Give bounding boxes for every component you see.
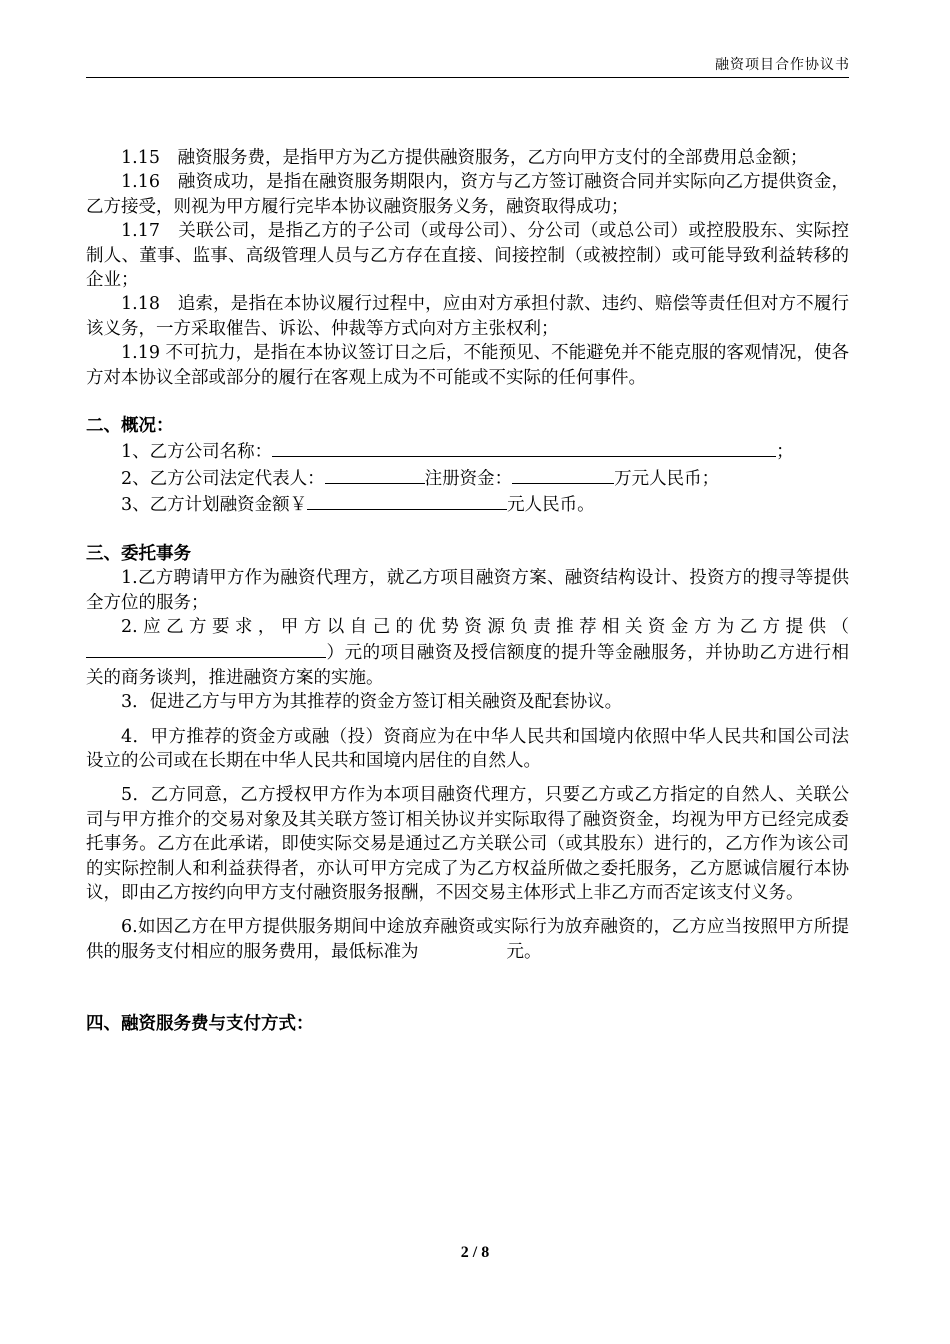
entrust-item-3: 3．促进乙方与甲方为其推荐的资金方签订相关融资及配套协议。 (121, 692, 623, 713)
company-name-label: 1、乙方公司名称： (121, 442, 273, 463)
legal-rep-label: 2、乙方公司法定代表人： (121, 468, 325, 489)
definition-1-18: 1.18 追索，是指在本协议履行过程中，应由对方承担付款、违约、赔偿等责任但对方不履行该义务，一方采取催告、诉讼、仲裁等方式向对方主张权利； (86, 294, 849, 339)
header-rule (86, 77, 849, 78)
entrust-item-5: 5．乙方同意，乙方授权甲方作为本项目融资代理方，只要乙方或乙方指定的自然人、关联公司与甲方推介的交易对象及其关联方签订相关协议并实际取得了融资资金，均视为甲方已经完成委托事务。乙方在此承诺，即使实际交易是通过乙方关联公司（或其股东）进行的，乙方作为该公司的实际控制人和利益获得者，亦认可甲方完成了为乙方权益所做之委托服务，乙方愿诚信履行本协议，即由乙方按约向甲方支付融资服务报酬，不因交易主体形式上非乙方而否定该支付义务。 (86, 785, 849, 903)
registered-capital-blank (512, 465, 614, 484)
entrust-item-4: 4．甲方推荐的资金方或融（投）资商应为在中华人民共和国境内依照中华人民共和国公司法设立的公司或在长期在中华人民共和国境内居住的自然人。 (86, 726, 849, 771)
section-overview-heading: 二、概况： (86, 416, 174, 437)
page-number: 2 / 8 (460, 1244, 490, 1261)
document-body (86, 146, 849, 1037)
definition-1-15: 1.15 融资服务费，是指甲方为乙方提供融资服务，乙方向甲方支付的全部费用总金额； (121, 148, 808, 168)
definition-1-16: 1.16 融资成功，是指在融资服务期限内，资方与乙方签订融资合同并实际向乙方提供资金，乙方接受，则视为甲方履行完毕本协议融资服务义务，融资取得成功； (86, 172, 849, 217)
header-title: 融资项目合作协议书 (715, 57, 850, 73)
entrust-item-6: 6.如因乙方在甲方提供服务期间中途放弃融资或实际行为放弃融资的，乙方应当按照甲方所提供的服务支付相应的服务费用，最低标准为 元。 (86, 917, 849, 962)
section-entrust-heading: 三、委托事务 (86, 543, 191, 564)
section-fee-heading: 四、融资服务费与支付方式： (86, 1014, 314, 1035)
amount-blank (86, 639, 326, 658)
overview-line-2: 2、乙方公司法定代表人： 注册资金： 万元人民币； (86, 465, 849, 491)
entrust-item-2: 2.应乙方要求，甲方以自己的优势资源负责推荐相关资金方为乙方提供（）元的项目融资及授信额度的提升等金融服务，并协助乙方进行相关的商务谈判，推进融资方案的实施。 (86, 616, 849, 688)
entrust-item-1: 1.乙方聘请甲方作为融资代理方，就乙方项目融资方案、融资结构设计、投资方的搜寻等提供全方位的服务； (86, 568, 849, 613)
registered-capital-label: 注册资金： (424, 468, 513, 489)
overview-line-3: 3、乙方计划融资金额￥ 元人民币。 (86, 491, 849, 517)
financing-amount-label: 3、乙方计划融资金额￥ (121, 495, 308, 516)
financing-amount-blank (307, 491, 507, 510)
legal-rep-blank (325, 465, 425, 484)
definition-1-19: 1.19 不可抗力，是指在本协议签订日之后，不能预见、不能避免并不能克服的客观情况，使各方对本协议全部或部分的履行在客观上成为不可能或不实际的任何事件。 (86, 343, 849, 388)
overview-line-1: 1、乙方公司名称： ； (86, 438, 849, 464)
definition-1-17: 1.17 关联公司，是指乙方的子公司（或母公司）、分公司（或总公司）或控股股东、实际控制人、董事、监事、高级管理人员与乙方存在直接、间接控制（或被控制）或可能导致利益转移的企业； (86, 221, 849, 291)
company-name-blank (272, 438, 776, 457)
